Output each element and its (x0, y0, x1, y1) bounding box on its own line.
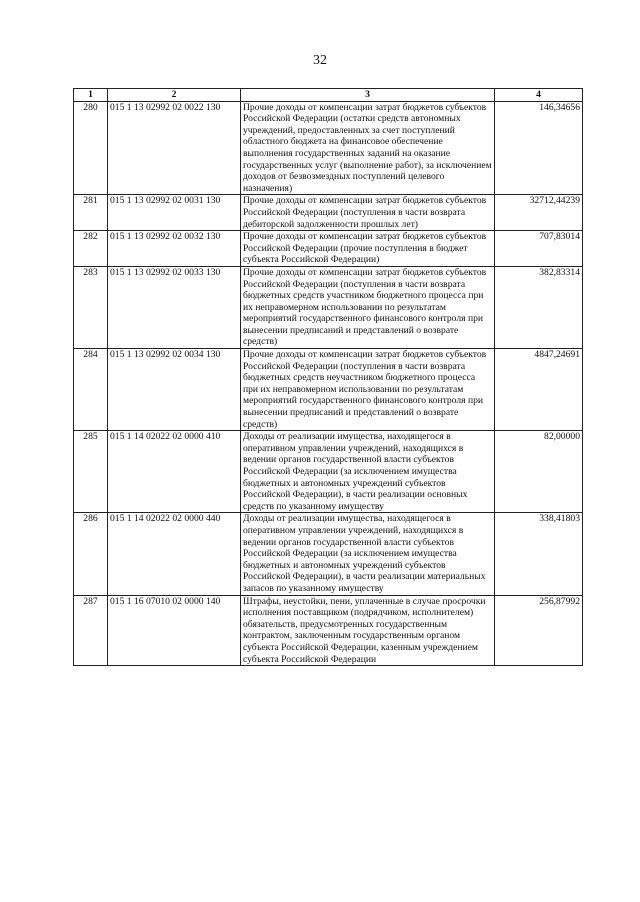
row-number: 286 (74, 513, 108, 595)
revenue-amount: 382,83314 (495, 266, 583, 348)
page-number: 32 (313, 53, 327, 68)
revenue-description: Прочие доходы от компенсации затрат бюджетов субъектов Российской Федерации (прочие поступления в бюджет субъекта Российской Федерации) (241, 231, 495, 267)
budget-code: 015 1 14 02022 02 0000 410 (108, 431, 241, 513)
budget-code: 015 1 13 02992 02 0034 130 (108, 349, 241, 431)
revenue-description: Прочие доходы от компенсации затрат бюджетов субъектов Российской Федерации (поступления в части возврата бюджетных средств участником бюджетного процесса при их неправомерном использовании по результатам мероприятий государственного финансового контроля при вынесении предписаний и представлений о возврате средств) (241, 266, 495, 348)
table-row (74, 513, 583, 595)
revenue-amount: 82,00000 (495, 431, 583, 513)
table-row (74, 349, 583, 431)
budget-code: 015 1 13 02992 02 0031 130 (108, 195, 241, 231)
revenue-table (73, 88, 583, 666)
column-header-3: 3 (241, 89, 495, 102)
row-number: 284 (74, 349, 108, 431)
revenue-amount: 4847,24691 (495, 349, 583, 431)
budget-code: 015 1 14 02022 02 0000 440 (108, 513, 241, 595)
revenue-description: Доходы от реализации имущества, находящегося в оперативном управлении учреждений, находящихся в ведении органов государственной власти субъектов Российской Федерации (за исключением имущества бюджетных и автономных учреждений субъектов Российской Федерации), в части реализации материальных запасов по указанному имуществу (241, 513, 495, 595)
table-row (74, 231, 583, 267)
table-row (74, 431, 583, 513)
revenue-description: Прочие доходы от компенсации затрат бюджетов субъектов Российской Федерации (остатки средств автономных учреждений, предоставленных за счет поступлений областного бюджета на финансовое обеспечение выполнения государственных заданий на оказание государственных услуг (выполнение работ), за исключением доходов от безвозмездных поступлений целевого назначения) (241, 101, 495, 195)
revenue-description: Штрафы, неустойки, пени, уплаченные в случае просрочки исполнения поставщиком (подрядчиком, исполнителем) обязательств, предусмотренных государственным контрактом, заключенным государственным органом субъекта Российской Федерации, казенным учреждением субъекта Российской Федерации (241, 595, 495, 666)
row-number: 280 (74, 101, 108, 195)
row-number: 282 (74, 231, 108, 267)
table-header-row (74, 89, 583, 102)
table-row (74, 595, 583, 666)
row-number: 283 (74, 266, 108, 348)
budget-code: 015 1 13 02992 02 0022 130 (108, 101, 241, 195)
column-header-1: 1 (74, 89, 108, 102)
budget-code: 015 1 13 02992 02 0032 130 (108, 231, 241, 267)
revenue-amount: 707,83014 (495, 231, 583, 267)
revenue-amount: 338,41803 (495, 513, 583, 595)
budget-code: 015 1 16 07010 02 0000 140 (108, 595, 241, 666)
revenue-amount: 146,34656 (495, 101, 583, 195)
revenue-description: Доходы от реализации имущества, находящегося в оперативном управлении учреждений, находящихся в ведении органов государственной власти субъектов Российской Федерации (за исключением имущества бюджетных и автономных учреждений субъектов Российской Федерации), в части реализации основных средств по указанному имуществу (241, 431, 495, 513)
revenue-description: Прочие доходы от компенсации затрат бюджетов субъектов Российской Федерации (поступления в части возврата бюджетных средств неучастником бюджетного процесса при их неправомерном использовании по результатам мероприятий государственного финансового контроля при вынесении предписаний и представлений о возврате средств) (241, 349, 495, 431)
table-row (74, 266, 583, 348)
budget-code: 015 1 13 02992 02 0033 130 (108, 266, 241, 348)
column-header-4: 4 (495, 89, 583, 102)
row-number: 285 (74, 431, 108, 513)
row-number: 281 (74, 195, 108, 231)
revenue-amount: 256,87992 (495, 595, 583, 666)
row-number: 287 (74, 595, 108, 666)
table-row (74, 195, 583, 231)
revenue-amount: 32712,44239 (495, 195, 583, 231)
column-header-2: 2 (108, 89, 241, 102)
table-row (74, 101, 583, 195)
revenue-description: Прочие доходы от компенсации затрат бюджетов субъектов Российской Федерации (поступления в части возврата дебиторской задолженности прошлых лет) (241, 195, 495, 231)
